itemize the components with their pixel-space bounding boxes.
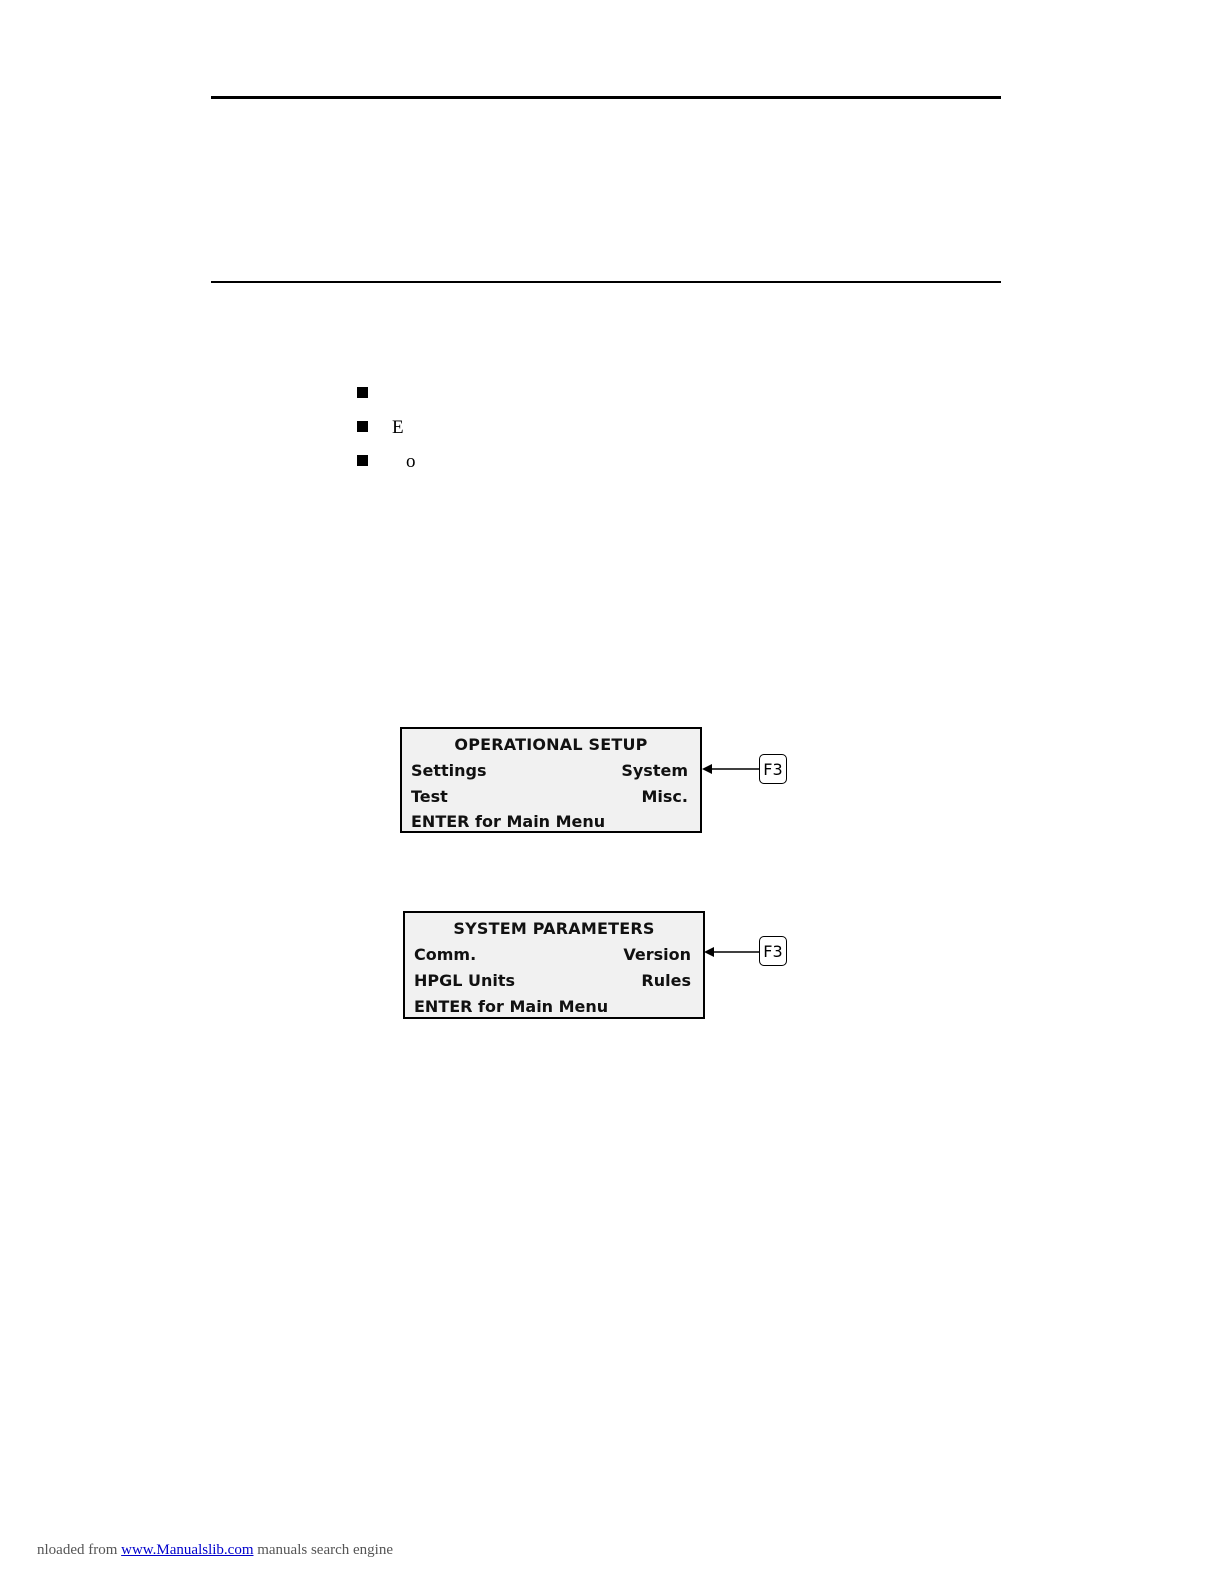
operational-setup-display: [400, 727, 702, 833]
bullet-item: [357, 451, 416, 486]
arrow-left-icon: [702, 762, 762, 776]
square-bullet-icon: [357, 455, 368, 466]
menu-option-hpgl-units: HPGL Units: [414, 971, 516, 990]
display-title: SYSTEM PARAMETERS: [453, 919, 655, 938]
download-footer: [37, 1542, 393, 1559]
manualslib-link[interactable]: www.Manualslib.com: [121, 1542, 254, 1558]
menu-option-comm: Comm.: [414, 945, 477, 964]
square-bullet-icon: [357, 421, 368, 432]
bullet-item: [357, 384, 368, 418]
footer-prefix: nloaded from: [37, 1542, 122, 1558]
bottom-rule: [211, 281, 1001, 283]
enter-main-menu-text: ENTER for Main Menu: [414, 997, 609, 1016]
display-row: [411, 761, 688, 781]
display-title: OPERATIONAL SETUP: [454, 735, 648, 754]
bullet-item: [357, 417, 404, 452]
top-rule: [211, 96, 1001, 99]
f3-key: F3: [759, 936, 787, 966]
bullet-list: [357, 384, 416, 486]
display-row: [411, 787, 688, 807]
square-bullet-icon: [357, 387, 368, 398]
menu-option-misc: Misc.: [641, 787, 688, 806]
display-row: [411, 812, 688, 832]
menu-option-system: System: [621, 761, 688, 780]
system-parameters-display: [403, 911, 705, 1019]
display-row: [414, 971, 691, 991]
bullet-text: o: [406, 451, 416, 472]
enter-main-menu-text: ENTER for Main Menu: [411, 812, 606, 831]
menu-option-rules: Rules: [641, 971, 691, 990]
f3-key: F3: [759, 754, 787, 784]
menu-option-test: Test: [411, 787, 448, 806]
menu-option-settings: Settings: [411, 761, 487, 780]
menu-option-version: Version: [623, 945, 691, 964]
footer-suffix: manuals search engine: [253, 1542, 394, 1558]
display-row: [414, 945, 691, 965]
arrow-left-icon: [704, 945, 762, 959]
bullet-text: E: [392, 417, 404, 438]
display-row: [414, 997, 691, 1017]
